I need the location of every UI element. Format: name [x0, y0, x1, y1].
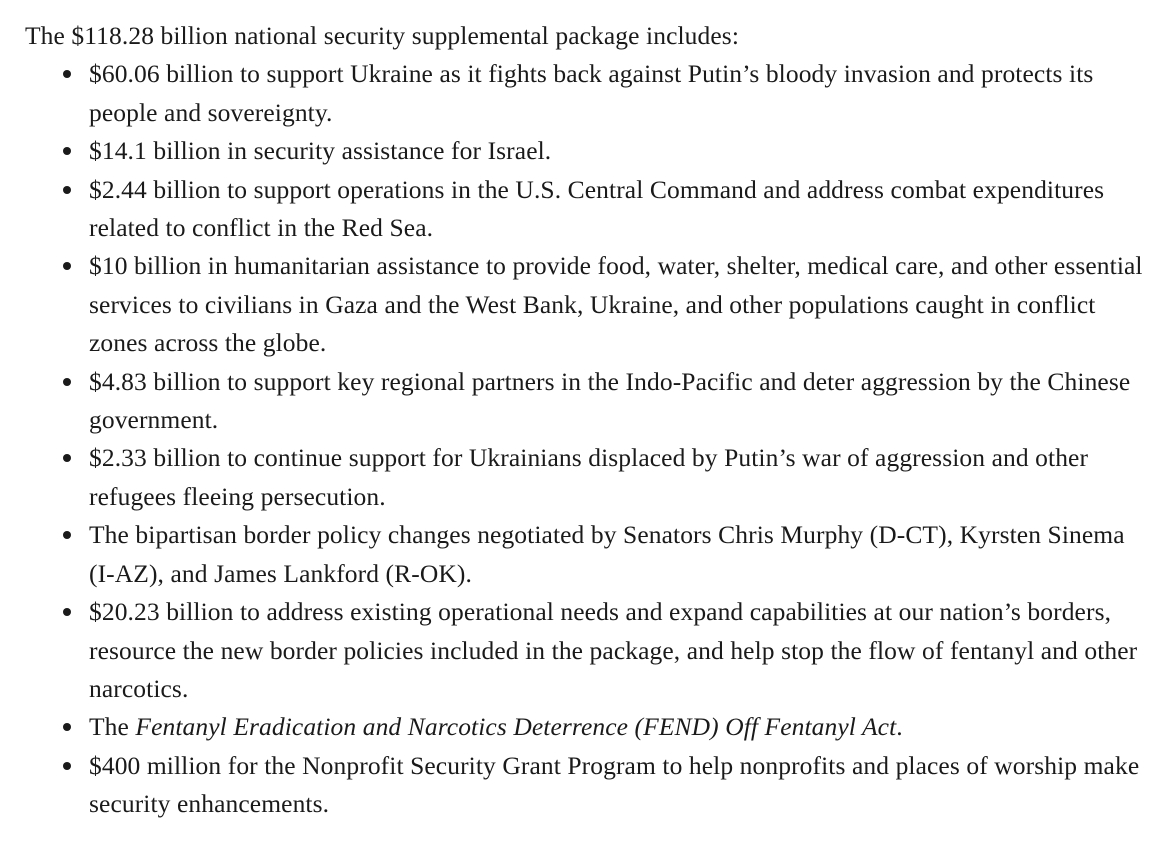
bullet-icon: [63, 378, 71, 386]
list-item: [89, 132, 1150, 170]
list-item: [89, 171, 1150, 248]
list-item-text: $2.33 billion to continue support for Ukrainians displaced by Putin’s war of aggression and other refugees fleeing persecution.: [89, 443, 1089, 511]
list-item: [89, 516, 1150, 593]
bullet-icon: [63, 762, 71, 770]
bullet-icon: [63, 186, 71, 194]
list-item-suffix: .: [896, 712, 903, 742]
list-item-text: The bipartisan border policy changes negotiated by Senators Chris Murphy (D-CT), Kyrsten Sinema (I-AZ), and James Lankford (R-OK).: [89, 520, 1125, 588]
bullet-icon: [63, 608, 71, 616]
list-item: [89, 247, 1150, 362]
list-item: [89, 708, 1150, 746]
bullet-icon: [63, 454, 71, 462]
list-item-prefix: The: [89, 712, 136, 742]
list-item: [89, 55, 1150, 132]
list-item-text: $14.1 billion in security assistance for Israel.: [89, 136, 552, 166]
act-title: Fentanyl Eradication and Narcotics Deterrence (FEND) Off Fentanyl Act: [135, 712, 897, 742]
list-item: [89, 363, 1150, 440]
list-item-text: $4.83 billion to support key regional partners in the Indo-Pacific and deter aggression by the Chinese government.: [89, 366, 1131, 435]
list-item-text: $10 billion in humanitarian assistance to provide food, water, shelter, medical care, and other essential services to civilians in Gaza and the West Bank, Ukraine, and other populations caught in conflict zones across the globe.: [89, 251, 1143, 358]
list-item-text: $20.23 billion to address existing operational needs and expand capabilities at our nation’s borders, resource the new border policies included in the package, and help stop the flow of fentanyl and other narcotics.: [89, 597, 1138, 703]
list-item-text: $400 million for the Nonprofit Security Grant Program to help nonprofits and places of worship make security enhancements.: [89, 750, 1140, 819]
bullet-icon: [63, 262, 71, 270]
bullet-icon: [63, 723, 71, 731]
list-item-text: $60.06 billion to support Ukraine as it fights back against Putin’s bloody invasion and protects its people and sovereignty.: [89, 59, 1094, 127]
list-item: [89, 439, 1150, 516]
bullet-icon: [63, 147, 71, 155]
list-item-text: $2.44 billion to support operations in the U.S. Central Command and address combat expenditures related to conflict in the Red Sea.: [89, 174, 1105, 243]
bullet-icon: [63, 70, 71, 78]
list-item: [89, 593, 1150, 708]
funding-list: [25, 55, 1150, 823]
list-item: [89, 747, 1150, 824]
intro-paragraph: The $118.28 billion national security supplemental package includes:: [25, 21, 740, 50]
bullet-icon: [63, 531, 71, 539]
